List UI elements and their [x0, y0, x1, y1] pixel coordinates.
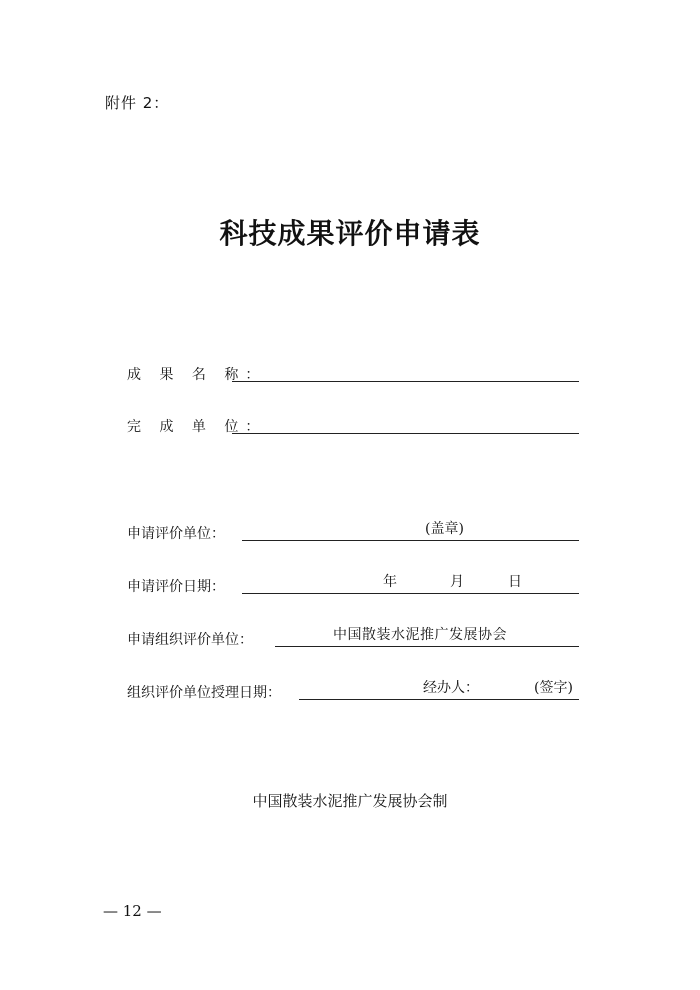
achievement-name-label: 成 果 名 称：	[127, 367, 267, 383]
accept-date-field[interactable]	[299, 680, 579, 700]
month-label: 月	[450, 574, 464, 590]
footer-organization: 中国散装水泥推广发展协会制	[252, 792, 448, 810]
applicant-unit-label: 申请评价单位：	[127, 526, 225, 542]
achievement-name-field[interactable]	[232, 381, 579, 382]
organizing-unit-field[interactable]	[275, 627, 579, 647]
completing-unit-label: 完 成 单 位：	[127, 419, 267, 435]
form-title: 科技成果评价申请表	[219, 217, 481, 250]
day-label: 日	[508, 574, 522, 590]
applicant-unit-field[interactable]	[242, 521, 579, 541]
seal-note: (盖章)	[425, 521, 464, 537]
completing-unit-field[interactable]	[232, 433, 579, 434]
handler-label: 经办人：	[423, 680, 479, 696]
apply-date-field[interactable]	[242, 574, 579, 594]
organizing-unit-value: 中国散装水泥推广发展协会	[333, 627, 507, 643]
signature-note: (签字)	[534, 680, 573, 696]
year-label: 年	[383, 574, 397, 590]
accept-date-label: 组织评价单位授理日期：	[127, 685, 281, 701]
attachment-label: 附件 2：	[105, 94, 170, 112]
page-number: — 12 —	[103, 902, 162, 920]
organizing-unit-label: 申请组织评价单位：	[127, 632, 253, 648]
apply-date-label: 申请评价日期：	[127, 579, 225, 595]
